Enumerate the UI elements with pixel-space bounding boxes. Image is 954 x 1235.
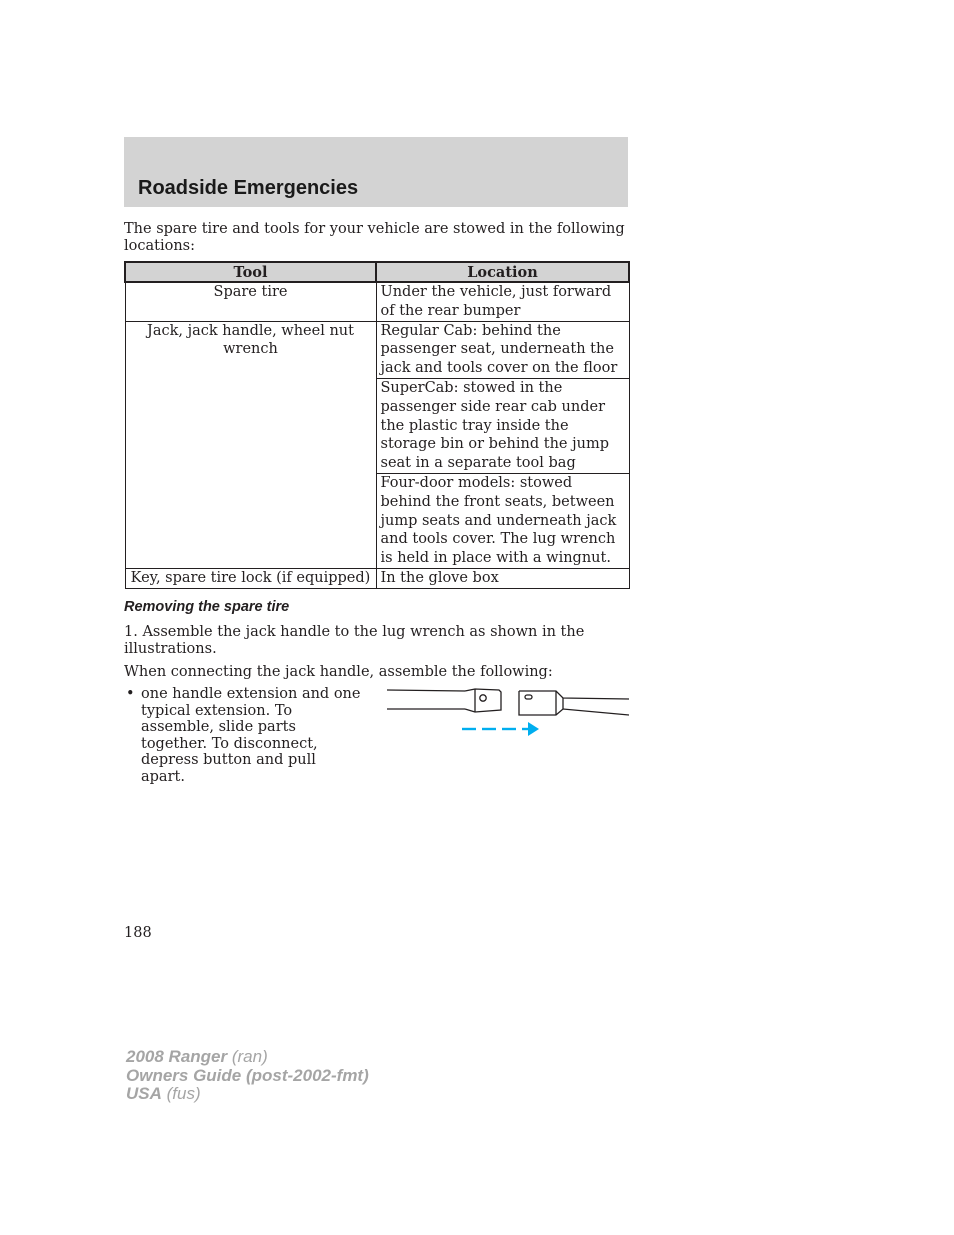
subsection-heading: Removing the spare tire [124, 599, 290, 615]
location-cell: Regular Cab: behind the passenger seat, underneath the jack and tools cover on the floor [376, 321, 629, 378]
tool-cell: Jack, jack handle, wheel nut wrench [125, 321, 376, 568]
intro-paragraph: The spare tire and tools for your vehicle are stowed in the following locations: [124, 221, 625, 254]
section-header-band [124, 137, 628, 207]
document-footer [126, 1048, 369, 1104]
page-number: 188 [124, 925, 152, 941]
column-header-location: Location [376, 262, 629, 282]
list-item-text: one handle extension and one typical extension. To assemble, slide parts together. To disconnect, depress button and pull apart. [141, 686, 361, 785]
location-cell: SuperCab: stowed in the passenger side rear cab under the plastic tray inside the storage bin or behind the jump seat in a separate tool bag [376, 378, 629, 473]
footer-line-guide [126, 1067, 369, 1086]
footer-market-code: (fus) [166, 1084, 201, 1103]
column-header-tool: Tool [125, 262, 376, 282]
tool-location-table [124, 261, 630, 589]
step-paragraph: 1. Assemble the jack handle to the lug wrench as shown in the illustrations. [124, 624, 585, 657]
bullet-list [124, 686, 364, 785]
footer-guide-name: Owners Guide (post-2002-fmt) [126, 1065, 369, 1085]
tool-cell: Key, spare tire lock (if equipped) [125, 568, 376, 588]
location-cell: In the glove box [376, 568, 629, 588]
bullet-icon: • [126, 686, 135, 702]
connect-paragraph: When connecting the jack handle, assemble the following: [124, 664, 553, 680]
location-cell: Four-door models: stowed behind the front seats, between jump seats and underneath jack and tools cover. The lug wrench is held in place with a wingnut. [376, 473, 629, 568]
table-row [125, 282, 629, 321]
footer-market: USA [126, 1084, 162, 1103]
section-title: Roadside Emergencies [138, 177, 359, 199]
table-row [125, 568, 629, 588]
table-header-row [125, 262, 629, 282]
table-row [125, 321, 629, 378]
jack-handle-extension-icon [383, 686, 629, 742]
footer-line-model [126, 1048, 369, 1067]
tool-cell: Spare tire [125, 282, 376, 321]
footer-model-year: 2008 Ranger [126, 1047, 228, 1066]
list-item [124, 686, 364, 785]
footer-model-code: (ran) [231, 1047, 268, 1066]
footer-line-market [126, 1085, 369, 1104]
location-cell: Under the vehicle, just forward of the rear bumper [376, 282, 629, 321]
